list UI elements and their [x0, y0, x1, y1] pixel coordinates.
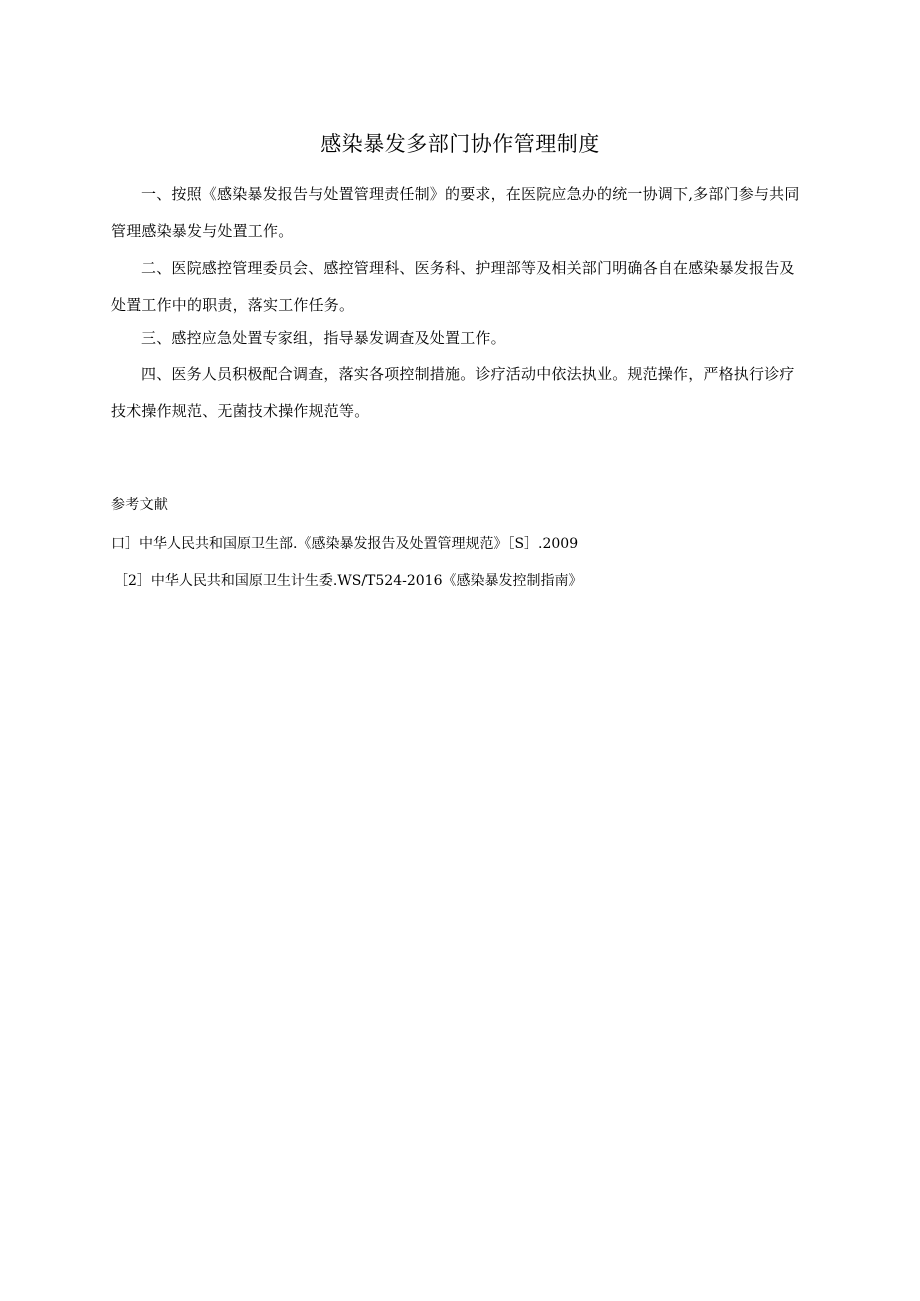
- references-heading: 参考文献: [111, 497, 169, 513]
- document-title: 感染暴发多部门协作管理制度: [320, 132, 600, 156]
- paragraph-3: 三、感控应急处置专家组，指导暴发调查及处置工作。: [141, 329, 506, 347]
- paragraph-2: 二、医院感控管理委员会、感控管理科、医务科、护理部等及相关部门明确各自在感染暴发报告及处置工作中的职责，落实工作任务。: [111, 259, 795, 314]
- reference-1: 口］中华人民共和国原卫生部.《感染暴发报告及处置管理规范》［S］.2009: [111, 536, 579, 552]
- reference-2: ［2］中华人民共和国原卫生计生委.WS/T524-2016《感染暴发控制指南》: [114, 573, 583, 589]
- paragraph-1: 一、按照《感染暴发报告与处置管理责任制》的要求，在医院应急办的统一协调下,多部门参与共同管理感染暴发与处置工作。: [111, 185, 800, 240]
- paragraph-4: 四、医务人员积极配合调查，落实各项控制措施。诊疗活动中依法执业。规范操作，严格执行诊疗技术操作规范、无菌技术操作规范等。: [111, 365, 795, 420]
